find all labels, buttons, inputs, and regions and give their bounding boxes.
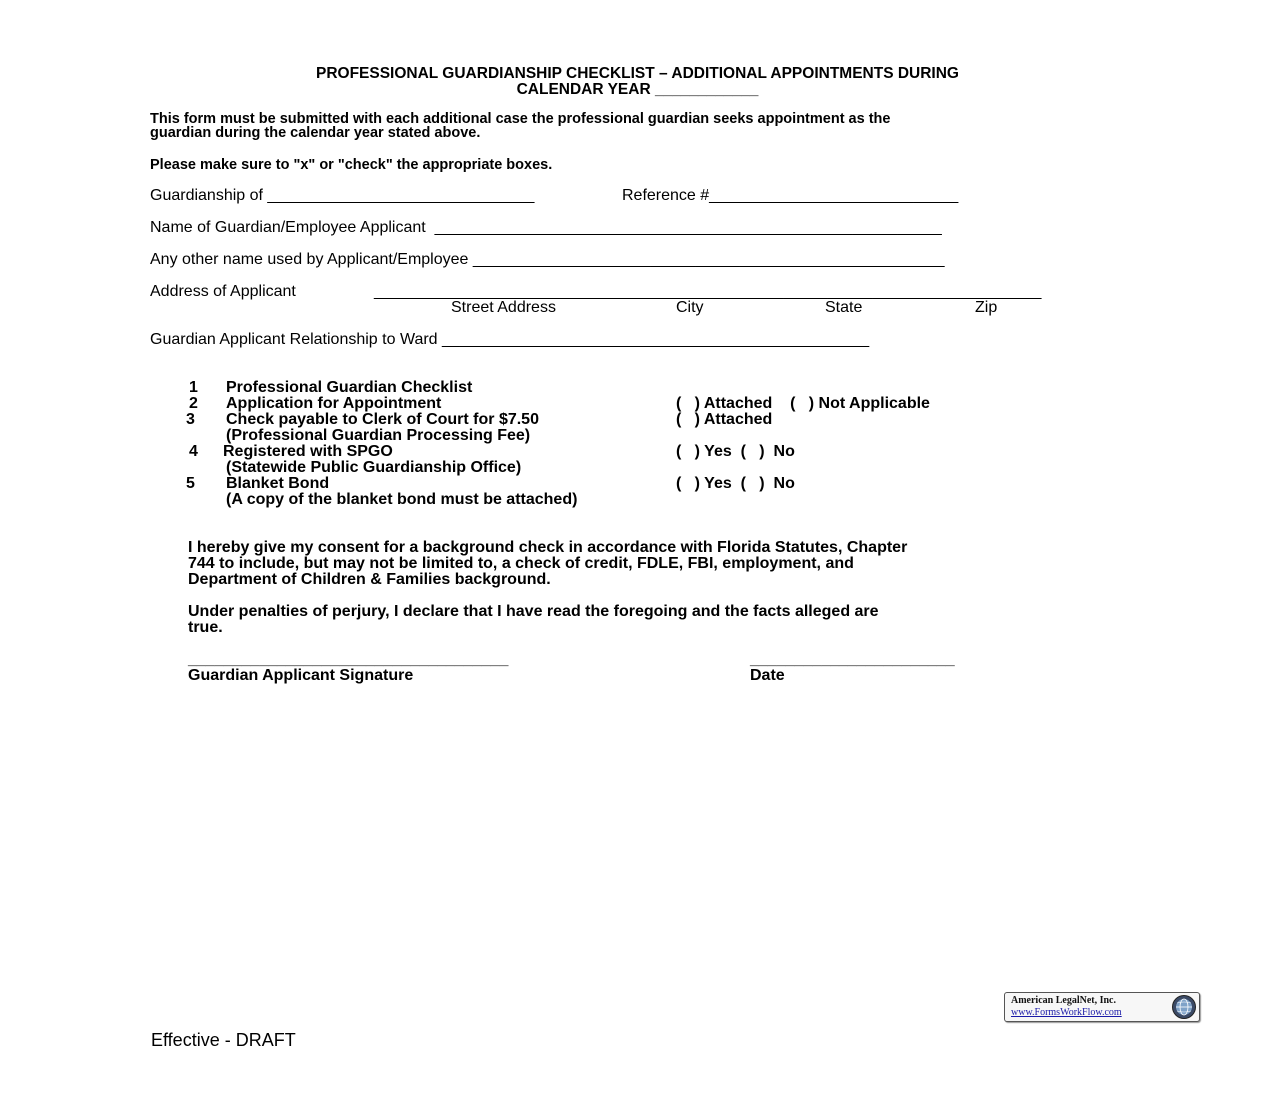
form-title-line1: PROFESSIONAL GUARDIANSHIP CHECKLIST – ADDITIONAL APPOINTMENTS DURING — [315, 65, 959, 82]
logo-company-name: American LegalNet, Inc. — [1011, 995, 1116, 1006]
date-line[interactable]: _______________________ — [750, 651, 955, 668]
signature-label: Guardian Applicant Signature — [188, 667, 414, 684]
address-street-caption: Street Address — [451, 299, 556, 316]
address-field[interactable]: ___________________________________________________________________________ — [374, 283, 1042, 300]
globe-icon — [1171, 994, 1197, 1020]
checklist-item-2-options[interactable]: ( ) Attached ( ) Not Applicable — [676, 395, 930, 412]
address-label: Address of Applicant — [150, 283, 296, 300]
reference-number-field[interactable]: Reference #____________________________ — [622, 187, 959, 204]
checklist-item-2-number: 2 — [189, 395, 198, 412]
other-name-field[interactable]: Any other name used by Applicant/Employee _____________________________________________________ — [150, 251, 945, 268]
consent-line3: Department of Children & Families background. — [188, 571, 551, 588]
checklist-item-4-label: Registered with SPGO — [223, 443, 393, 460]
consent-line2: 744 to include, but may not be limited to, a check of credit, FDLE, FBI, employment, and — [188, 555, 854, 572]
guardianship-of-field[interactable]: Guardianship of ______________________________ — [150, 187, 535, 204]
form-title-line2: CALENDAR YEAR ____________ — [516, 81, 759, 98]
footer-status: Effective - DRAFT — [151, 1030, 296, 1050]
consent-line1: I hereby give my consent for a background check in accordance with Florida Statutes, Chapter — [188, 539, 908, 556]
guardian-name-field[interactable]: Name of Guardian/Employee Applicant _________________________________________________________ — [150, 219, 942, 236]
perjury-line2: true. — [188, 619, 223, 636]
instruction-text: Please make sure to "x" or "check" the appropriate boxes. — [150, 157, 553, 173]
american-legalnet-logo[interactable] — [1004, 992, 1200, 1022]
checklist-item-4-note: (Statewide Public Guardianship Office) — [226, 459, 522, 476]
address-zip-caption: Zip — [975, 299, 998, 316]
checklist-item-1-label: Professional Guardian Checklist — [226, 379, 473, 396]
checklist-item-5-label: Blanket Bond — [226, 475, 330, 492]
date-label: Date — [750, 667, 785, 684]
checklist-item-3-note: (Professional Guardian Processing Fee) — [226, 427, 531, 444]
checklist-item-1-number: 1 — [189, 379, 198, 396]
signature-line[interactable]: ____________________________________ — [188, 651, 509, 668]
checklist-item-4-options[interactable]: ( ) Yes ( ) No — [676, 443, 795, 460]
address-state-caption: State — [825, 299, 863, 316]
checklist-item-5-options[interactable]: ( ) Yes ( ) No — [676, 475, 795, 492]
relationship-field[interactable]: Guardian Applicant Relationship to Ward ________________________________________________ — [150, 331, 870, 348]
checklist-item-4-number: 4 — [189, 443, 198, 460]
intro-line1: This form must be submitted with each additional case the professional guardian seeks appointment as the — [150, 111, 891, 127]
perjury-line1: Under penalties of perjury, I declare that I have read the foregoing and the facts alleged are — [188, 603, 879, 620]
checklist-item-5-note: (A copy of the blanket bond must be attached) — [226, 491, 578, 508]
checklist-item-5-number: 5 — [186, 475, 195, 492]
logo-url-link[interactable]: www.FormsWorkFlow.com — [1011, 1007, 1122, 1018]
checklist-item-3-options[interactable]: ( ) Attached — [676, 411, 773, 428]
checklist-item-2-label: Application for Appointment — [226, 395, 442, 412]
checklist-item-3-label: Check payable to Clerk of Court for $7.50 — [226, 411, 539, 428]
intro-line2: guardian during the calendar year stated above. — [150, 125, 481, 141]
address-city-caption: City — [676, 299, 704, 316]
checklist-item-3-number: 3 — [186, 411, 195, 428]
